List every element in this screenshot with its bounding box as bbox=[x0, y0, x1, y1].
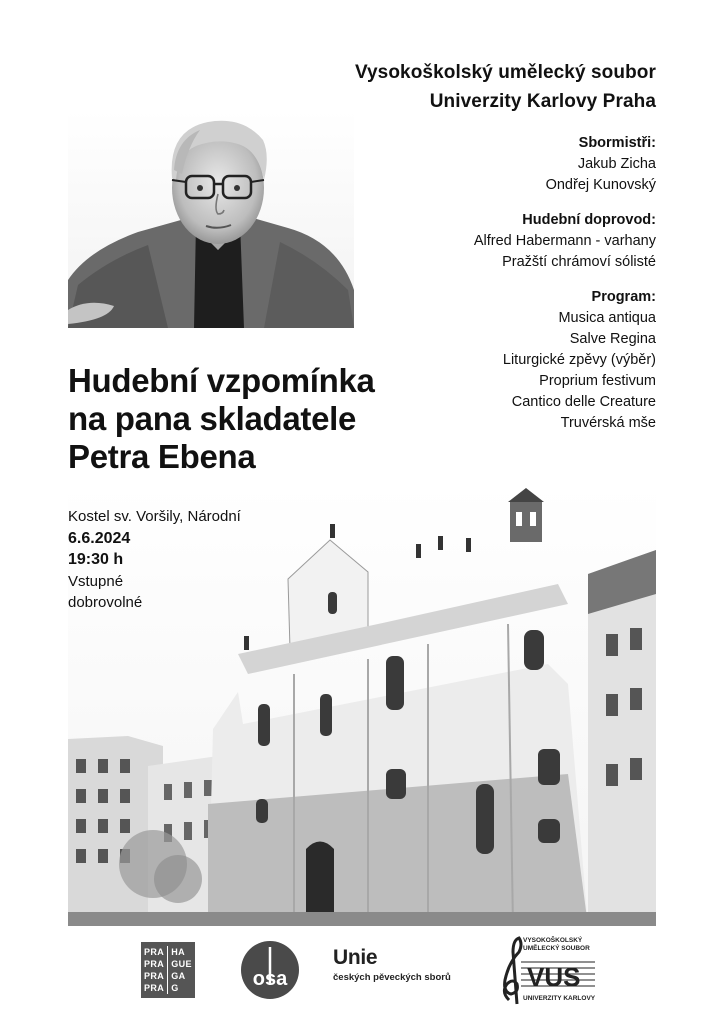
event-entry: Vstupné bbox=[68, 572, 124, 590]
accompaniment-item: Pražští chrámoví sólisté bbox=[502, 254, 656, 270]
svg-text:UMĚLECKÝ SOUBOR: UMĚLECKÝ SOUBOR bbox=[523, 945, 590, 952]
program-section bbox=[474, 287, 656, 434]
conductor-name: Jakub Zicha bbox=[577, 156, 656, 172]
accompaniment-item: Alfred Habermann - varhany bbox=[473, 233, 656, 249]
program-item: Musica antiqua bbox=[558, 310, 656, 326]
praha-logo: PRA HA PRA GUE PRA GA PRA G bbox=[141, 942, 195, 998]
concert-title bbox=[68, 362, 375, 476]
conductor-name: Ondřej Kunovský bbox=[545, 177, 656, 193]
ensemble-header bbox=[355, 58, 656, 116]
svg-text:VUS: VUS bbox=[527, 962, 581, 992]
vus-logo bbox=[497, 932, 597, 1006]
conductors-label: Sbormistři: bbox=[578, 135, 656, 151]
program-item: Liturgické zpěvy (výběr) bbox=[502, 352, 656, 368]
unie-subtitle: českých pěveckých sborů bbox=[333, 972, 451, 983]
event-entry: dobrovolné bbox=[68, 594, 143, 611]
conductors-section bbox=[474, 133, 656, 196]
event-time: 19:30 h bbox=[68, 551, 124, 568]
title-line: na pana skladatele bbox=[68, 400, 357, 437]
unie-logo bbox=[333, 946, 473, 983]
event-date: 6.6.2024 bbox=[68, 529, 131, 547]
title-line: Petra Ebena bbox=[68, 438, 256, 475]
svg-text:VYSOKOŠKOLSKÝ: VYSOKOŠKOLSKÝ bbox=[523, 937, 583, 944]
program-item: Proprium festivum bbox=[539, 373, 656, 389]
event-details bbox=[68, 506, 241, 614]
info-column bbox=[474, 133, 656, 448]
unie-title: Unie bbox=[333, 946, 378, 969]
svg-text:osa: osa bbox=[252, 968, 288, 990]
program-label: Program: bbox=[591, 289, 656, 305]
accompaniment-label: Hudební doprovod: bbox=[522, 212, 656, 228]
osa-logo bbox=[241, 941, 299, 999]
composer-portrait bbox=[68, 110, 354, 328]
svg-text:UNIVERZITY KARLOVY: UNIVERZITY KARLOVY bbox=[523, 995, 596, 1002]
program-item: Salve Regina bbox=[569, 331, 656, 347]
title-line: Hudební vzpomínka bbox=[68, 362, 375, 399]
ensemble-name-line2: Univerzity Karlovy Praha bbox=[429, 91, 656, 112]
accompaniment-section bbox=[474, 210, 656, 273]
event-venue: Kostel sv. Voršily, Národní bbox=[68, 508, 241, 525]
program-item: Cantico delle Creature bbox=[511, 394, 656, 410]
ensemble-name-line1: Vysokoškolský umělecký soubor bbox=[354, 62, 656, 83]
sponsor-logos bbox=[0, 930, 724, 1024]
program-item: Truvérská mše bbox=[560, 415, 656, 431]
